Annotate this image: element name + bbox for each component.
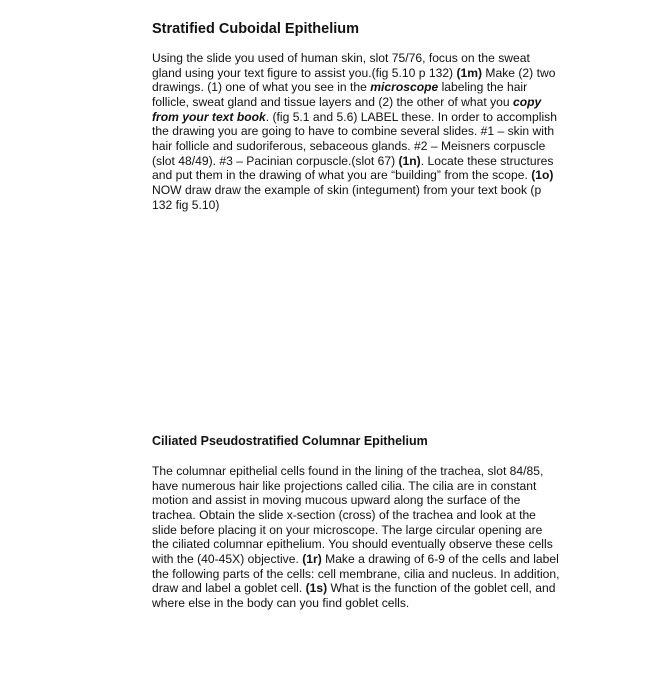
section-ciliated-pseudostratified: [152, 433, 562, 611]
paragraph-run: The columnar epithelial cells found in the lining of the trachea, slot 84/85, have numerous hair like projections called cilia. The cilia are in constant motion and assist in moving mucous upward along the surface of the trachea. Obtain the slide x-section (cross) of the trachea and look at the slide before placing it on your microscope. The large circular opening are the ciliated columnar epithelium. You should eventually observe these cells with the (40-45X) objective.: [152, 464, 553, 566]
paragraph-run: Make (2) two drawings. (1) one of what you see in the: [152, 65, 556, 95]
section-paragraph: [152, 464, 562, 611]
section-paragraph: [152, 51, 562, 212]
question-label: (1n): [398, 153, 421, 168]
question-label: (1r): [302, 551, 322, 566]
emphasis-text: microscope: [370, 80, 439, 95]
paragraph-run: . (fig 5.1 and 5.6) LABEL these. In order to accomplish the drawing you are going to have to combine several slides. #1 – skin with hair follicle and sudoriferous, sebaceous glands. #2 – Meisners corpuscle (slot 48/49). #3 – Pacinian corpuscle.(slot 67): [152, 109, 557, 168]
paragraph-run: labeling the hair follicle, sweat gland and tissue layers and (2) the other of what you: [152, 80, 528, 109]
paragraph-run: Make a drawing of 6-9 of the cells and label the following parts of the cells: cell membrane, cilia and nucleus. In addition, draw and label a goblet cell.: [152, 551, 560, 596]
emphasis-text: copy from your text book: [152, 94, 542, 124]
section-title: Ciliated Pseudostratified Columnar Epithelium: [152, 434, 428, 448]
paragraph-run: . Locate these structures and put them in the drawing of what you are “building” from the scope.: [152, 153, 554, 183]
paragraph-run: Using the slide you used of human skin, slot 75/76, focus on the sweat gland using your text figure to assist you.(fig 5.10 p 132): [152, 51, 530, 80]
question-label: (1m): [456, 65, 483, 80]
question-label: (1s): [305, 581, 328, 596]
question-label: (1o): [531, 168, 554, 183]
section-stratified-cuboidal: [152, 20, 562, 212]
section-title: Stratified Cuboidal Epithelium: [152, 21, 360, 37]
paragraph-run: NOW draw draw the example of skin (integument) from your text book (p 132 fig 5.10): [152, 182, 542, 212]
paragraph-run: What is the function of the goblet cell, and where else in the body can you find goblet cells.: [152, 581, 556, 610]
